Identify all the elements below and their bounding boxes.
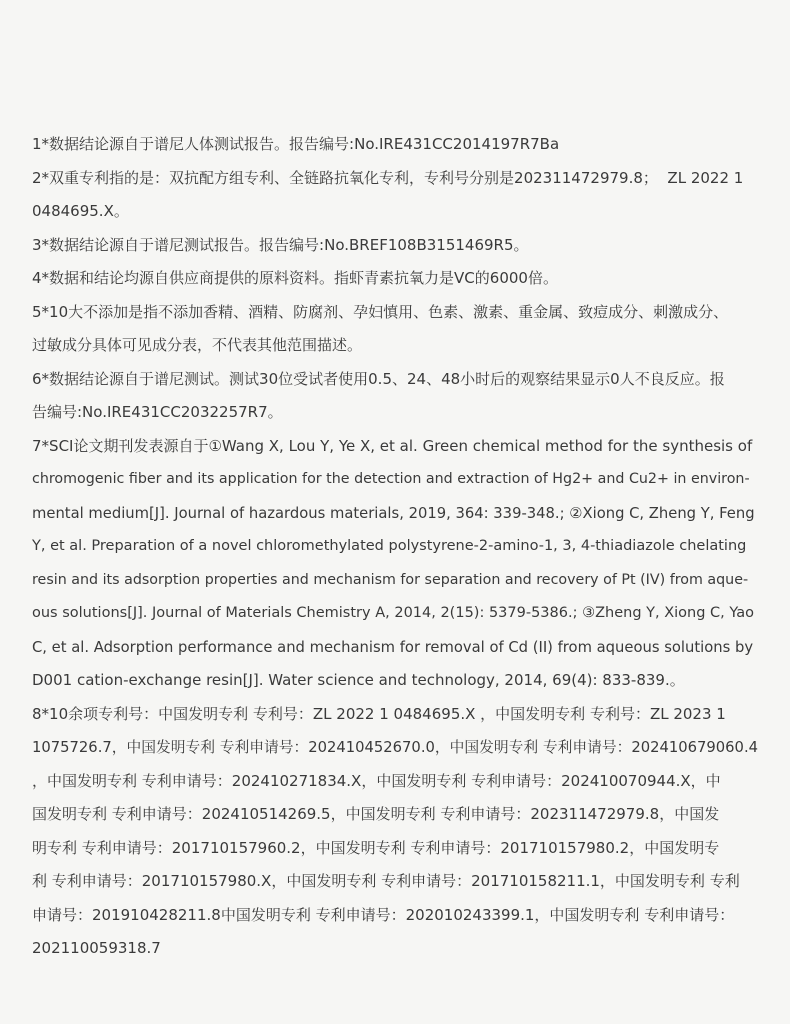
footnote-line: 8*10余项专利号：中国发明专利 专利号：ZL 2022 1 0484695.X ，中国发明专利 专利号：ZL 2023 1: [32, 704, 726, 723]
footnote-line: mental medium[J]. Journal of hazardous materials, 2019, 364: 339-348.; ②Xiong C, Zheng Y, Feng: [32, 504, 755, 522]
footnote-line: 202110059318.7: [32, 939, 161, 957]
footnote-line: D001 cation-exchange resin[J]. Water science and technology, 2014, 69(4): 833-839.。: [32, 671, 685, 689]
footnote-5: [32, 296, 758, 363]
footnote-4: [32, 262, 758, 296]
footnote-line: chromogenic fiber and its application for the detection and extraction of Hg2+ and Cu2+ in environ-: [32, 471, 750, 487]
footnote-line: resin and its adsorption properties and mechanism for separation and recovery of Pt (IV) from aque-: [32, 571, 749, 588]
footnote-line: ous solutions[J]. Journal of Materials Chemistry A, 2014, 2(15): 5379-5386.; ③Zheng Y, Xiong C, Yao: [32, 605, 754, 621]
footnote-line: 7*SCI论文期刊发表源自于①Wang X, Lou Y, Ye X, et al. Green chemical method for the synthesis of: [32, 436, 753, 455]
footnote-2: [32, 162, 758, 229]
footnote-line: 1*数据结论源自于谱尼人体测试报告。报告编号:No.IRE431CC2014197R7Ba: [32, 135, 560, 153]
footnote-line: 利 专利申请号：201710157980.X，中国发明专利 专利申请号：201710158211.1，中国发明专利 专利: [32, 872, 740, 890]
footnote-line: 申请号：201910428211.8中国发明专利 专利申请号：202010243399.1，中国发明专利 专利申请号：: [32, 905, 735, 924]
footnote-line: 3*数据结论源自于谱尼测试报告。报告编号:No.BREF108B3151469R5。: [32, 235, 529, 254]
footnote-line: 国发明专利 专利申请号：202410514269.5，中国发明专利 专利申请号：202311472979.8，中国发: [32, 805, 720, 823]
footnote-line: 0484695.X。: [32, 202, 129, 220]
footnote-line: 1075726.7，中国发明专利 专利申请号：202410452670.0，中国发明专利 专利申请号：202410679060.4: [32, 739, 759, 756]
footnote-line: C, et al. Adsorption performance and mechanism for removal of Cd (II) from aqueous solutions by: [32, 638, 754, 656]
footnote-line: 4*数据和结论均源自供应商提供的原料资料。指虾青素抗氧力是VC的6000倍。: [32, 269, 558, 287]
footnote-line: Y, et al. Preparation of a novel chloromethylated polystyrene-2-amino-1, 3, 4-thiadiazole chelating: [32, 538, 747, 554]
footnote-line: 2*双重专利指的是：双抗配方组专利、全链路抗氧化专利，专利号分别是202311472979.8； ZL 2022 1: [32, 168, 744, 187]
footnote-7: [32, 430, 758, 698]
footnote-line: 6*数据结论源自于谱尼测试。测试30位受试者使用0.5、24、48小时后的观察结果显示0人不良反应。报: [32, 369, 725, 388]
footnote-line: 5*10大不添加是指不添加香精、酒精、防腐剂、孕妇慎用、色素、激素、重金属、致痘成分、刺激成分、: [32, 302, 729, 321]
footnote-6: [32, 363, 758, 430]
footnote-line: ，中国发明专利 专利申请号：202410271834.X，中国发明专利 专利申请号：202410070944.X，中: [32, 771, 721, 790]
footnote-8: [32, 698, 758, 966]
footnote-line: 明专利 专利申请号：201710157960.2，中国发明专利 专利申请号：201710157980.2，中国发明专: [32, 838, 720, 857]
footnote-3: [32, 229, 758, 263]
footnote-line: 过敏成分具体可见成分表，不代表其他范围描述。: [32, 336, 363, 354]
footnote-1: [32, 128, 758, 162]
footnote-line: 告编号:No.IRE431CC2032257R7。: [32, 403, 283, 421]
footnotes-section: [32, 128, 758, 966]
